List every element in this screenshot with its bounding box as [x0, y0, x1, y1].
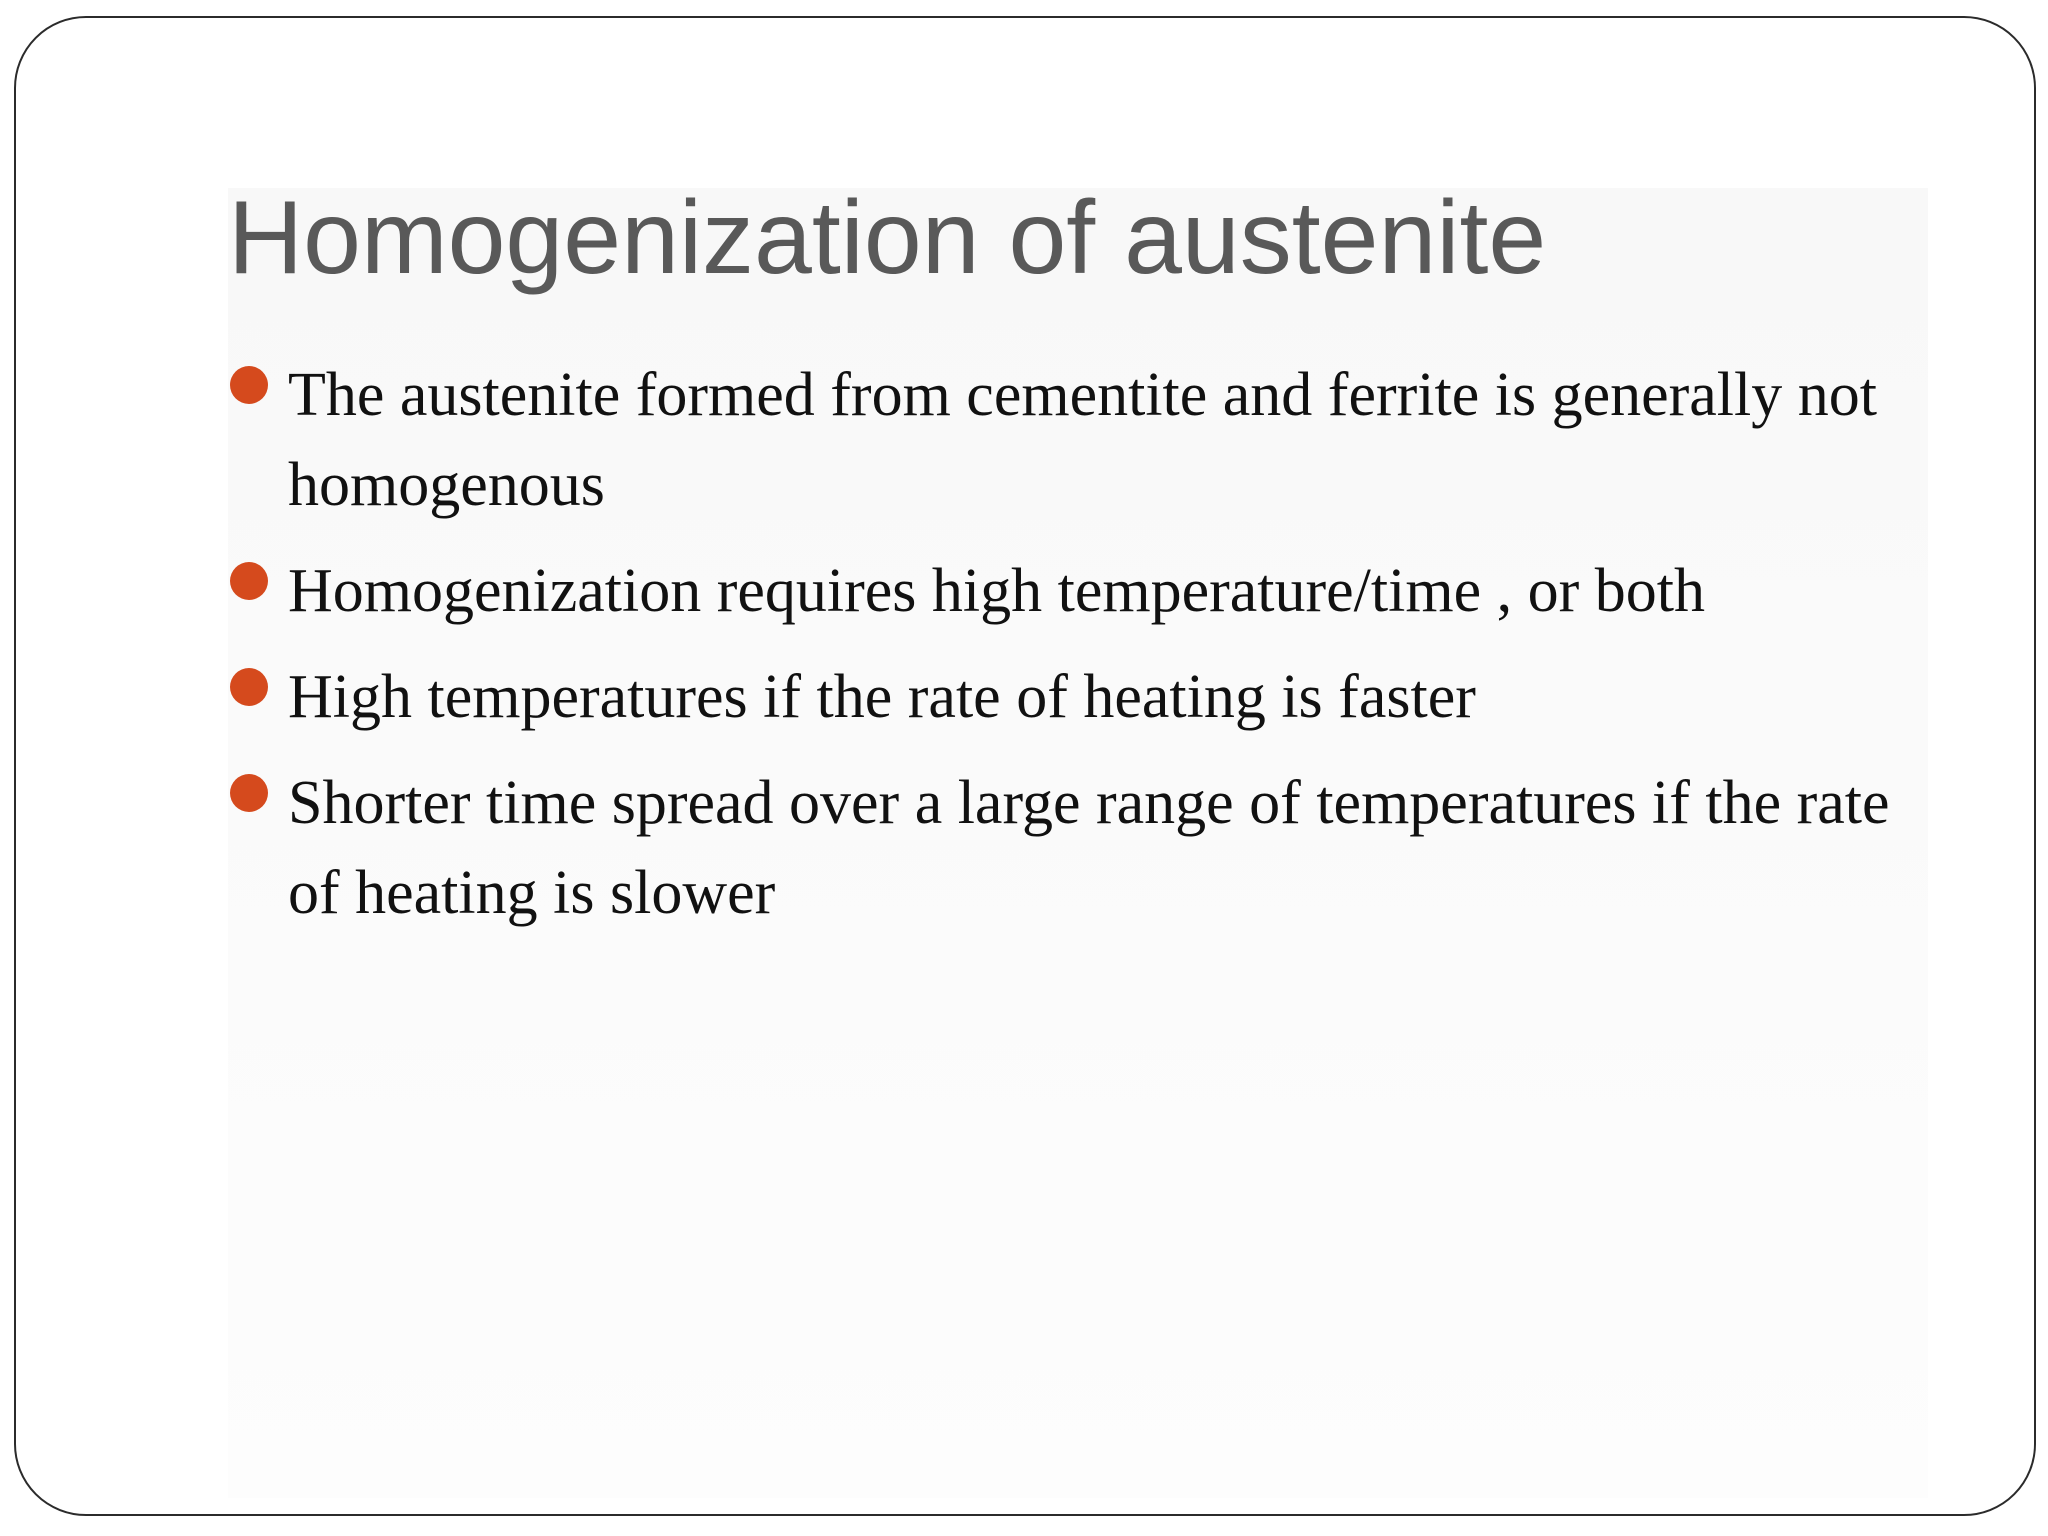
slide-title: Homogenization of austenite	[228, 180, 1547, 296]
bullet-item	[228, 758, 1928, 938]
bullet-dot-icon	[230, 562, 268, 600]
bullet-text: Homogenization requires high temperature/time , or both	[288, 557, 1705, 625]
bullet-dot-icon	[230, 366, 268, 404]
bullet-text: High temperatures if the rate of heating is faster	[288, 663, 1476, 731]
bullet-item	[228, 652, 1928, 742]
bullet-text: Shorter time spread over a large range of temperatures if the rate of heating is slower	[288, 769, 1890, 927]
bullet-item	[228, 546, 1928, 636]
bullet-dot-icon	[230, 774, 268, 812]
bullet-item	[228, 350, 1928, 530]
bullet-text: The austenite formed from cementite and ferrite is generally not homogenous	[288, 361, 1877, 519]
bullet-dot-icon	[230, 668, 268, 706]
bullet-list	[228, 350, 1928, 954]
